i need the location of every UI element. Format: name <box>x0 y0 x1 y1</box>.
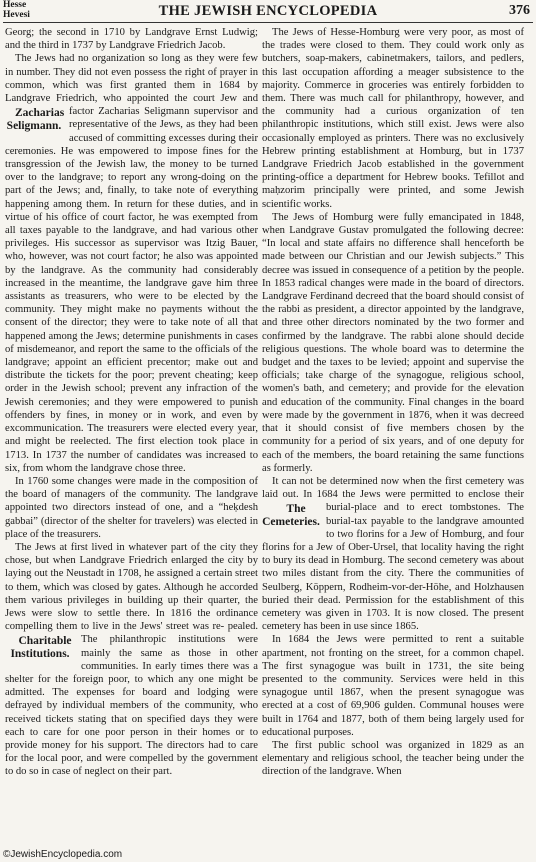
right-column <box>262 26 524 779</box>
page-header <box>0 0 536 22</box>
page-title: THE JEWISH ENCYCLOPEDIA <box>158 3 378 19</box>
sidenote-the-cemeteries: The Cemeteries. <box>262 503 320 529</box>
paragraph: The Jews of Homburg were fully emancipated in 1848, when Landgrave Gustav promulgated the following decree: “In local and state affairs no difference shall henceforth be made between our Christian and our Jewish subjects.” This decree was issued in consequence of a petition by the people. In 1853 radical changes were made in the board of directors. Landgrave Ferdinand decreed that the board should consist of the rabbi as president, a director appointed by the landgrave, and three other directors nominated by the two former and confirmed by the landgrave. The rabbi alone should decide religious questions. The whole board was to determine the budget and the taxes to be levied; appoint and supervise the officials; take charge of the synagogue, religious school, women's bath, and cemetery; and provide for the elevation and education of the community. Final changes in the board were made by the government in 1876, when it was decreed that it should consist of five members chosen by the community for a period of six years, and of one deputy for each of the members, the board retaining the same functions as formerly. <box>262 211 524 474</box>
paragraph: The first public school was organized in 1829 as an elementary and religious school, the teacher being under the direction of the landgrave. When <box>262 739 524 778</box>
sidenote-zacharias-seligmann: Zacharias Seligmann. <box>6 107 65 133</box>
header-rule <box>3 22 533 23</box>
paragraph: The Jews at first lived in whatever part of the city they chose, but when Landgrave Friedrich enlarged the city by laying out the Neustadt in 1708, he assigned a certain street to them, which was closed by gates. Although he accorded them various privileges in building up their quarter, the Jews were slow to settle there. In 1816 the ordinance compelling them to live in the Jews' street was re- Charitable Institutions. pealed. The philanthropic institutions were mainly the same as those in other communities. In early times there was a shelter for the foreign poor, to which any one might be admitted. The expenses for board and lodging were defrayed by individual members of the community, who received tickets stating that on specified days they were each to care for one poor person in their homes or to provide money for his support. The directors had to care for the local poor, and were compelled by the government to do so in case of neglect on their part. <box>5 541 259 778</box>
paragraph: Georg; the second in 1710 by Landgrave Ernst Ludwig; and the third in 1737 by Landgrave Friedrich Jacob. <box>5 27 258 52</box>
paragraph: It can not be determined now when the first cemetery was laid out. In 1684 the Jews were permitted to enclose their burial-place and to The Cemeteries. erect tombstones. The burial-tax payable to the landgrave amounted to two florins for a Jew of Homburg, and four florins for a Jew of Ober-Ursel, that locality having the right to bury its dead in Homburg. The second cemetery was about two miles distant from the city. There the communities of Seulberg, Köppern, Rodheim-vor-der-Höhe, and Holzhausen buried their dead. Permission for the establishment of this cemetery was given in 1703. It is now closed. The present cemetery has been in use since 1865. <box>262 475 525 633</box>
page-number: 376 <box>509 3 530 18</box>
left-column <box>5 26 258 779</box>
copyright-footer: ©JewishEncyclopedia.com <box>3 849 123 860</box>
paragraph: In 1760 some changes were made in the composition of the board of managers of the community. The landgrave appointed two directors instead of one, and a “heḳdesh gabbai” (director of the shelter for travelers) was elected in place of the treasurers. <box>5 475 258 540</box>
paragraph: The Jews of Hesse-Homburg were very poor, as most of the trades were closed to them. They could work only as butchers, soap-makers, cabinetmakers, tailors, and pedlers, this last occupation affording a meager subsistence to the majority. Commerce in groceries was entirely forbidden to them. There was much call for philanthropy, however, and the community had a curious organization of ten philanthropic institutions, which still exist. Jews were also occasionally employed as printers. There was no exclusively Hebrew printing establishment at Homburg, but in 1737 Landgrave Friedrich Jacob established in the government printing-office a department for Hebrew books. Tefillot and maḥzorim principally were printed, and some Jewish scientific works. <box>262 27 524 210</box>
sidenote-charitable-institutions: Charitable Institutions. <box>10 635 72 661</box>
paragraph: The Jews had no organization so long as they were few in number. They did not even possess the right of prayer in common, which was first granted them in 1684 by Landgrave Friedrich, who appointed the court Jew and factor Zacharias Zacharias Seligmann. Seligmann supervisor and representative of the Jews, as they had been accused of committing excesses during their ceremonies. He was empowered to impose fines for the transgression of the Jewish law, the money to be turned over to the landgrave; to report any wrong-doing on the part of the Jews; and, finally, to take note of everything happening among them. In return for these duties, and in virtue of his office of court factor, he was exempted from all taxes payable to the landgrave, and had various other privileges. His successor as supervisor was Itzig Bauer, who, however, was not court factor; he also was appointed by the landgrave. As the community had considerably increased in the meantime, the landgrave gave him three assistants as treasurers, who were to be elected by the community. They might make no payments without the consent of the director; they were to take note of all that happened among the Jews; determine punishments in cases of misdemeanor, and report the same to the officials of the landgrave; appoint an efficient precentor; make out and distribute the tickets for the poor; prevent cheating; keep order in the Jewish school; prevent any infraction of the Jewish ceremonies; and they were empowered to punish offenders by fines, in money or in work, and even by excommunication. The treasurers were elected every year, and might be reelected. The first election took place in 1713. In 1737 the number of candidates was increased to six, from whom the landgrave chose three. <box>5 53 258 474</box>
running-head: Hesse Hevesi <box>3 0 30 20</box>
paragraph: In 1684 the Jews were permitted to rent a suitable apartment, not fronting on the street, for a common chapel. The first synagogue was built in 1731, the site being presented to the community. Services were held in this synagogue until 1867, when the present synagogue was erected at a cost of 69,906 gulden. Communal houses were built in 1764 and 1877, both of them being largely used for educational purposes. <box>262 634 524 738</box>
